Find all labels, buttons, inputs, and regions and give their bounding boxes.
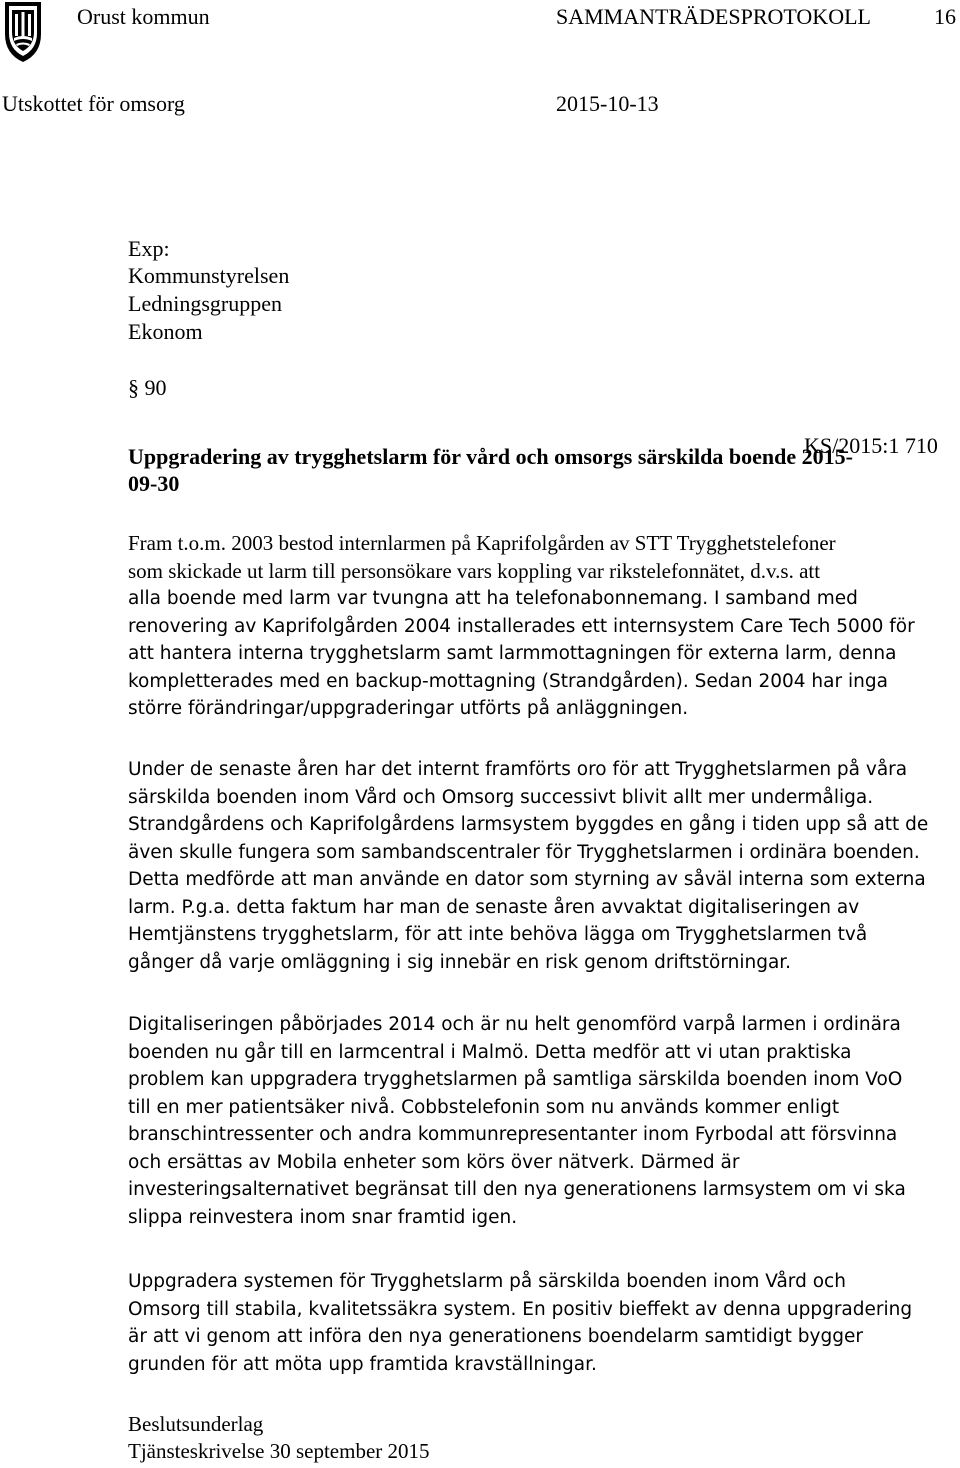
body-paragraph	[128, 530, 960, 723]
recipient-item: Kommunstyrelsen	[128, 263, 290, 288]
text-line: renovering av Kaprifolgården 2004 installerades ett internsystem Care Tech 5000 för	[128, 615, 915, 637]
text-line: som skickade ut larm till personsökare vars koppling var rikstelefonnätet, d.v.s. att	[128, 558, 821, 583]
text-line: även skulle fungera som sambandscentraler för Trygghetslarmen i ordinära boenden.	[128, 841, 920, 863]
municipality-name: Orust kommun	[77, 4, 210, 29]
text-line: larm. P.g.a. detta faktum har man de senaste åren avvaktat digitaliseringen av	[128, 896, 860, 918]
recipient-item: Ekonom	[128, 319, 203, 344]
decision-basis-label: Beslutsunderlag	[128, 1412, 264, 1436]
text-line: slippa reinvestera inom snar framtid igen.	[128, 1206, 518, 1228]
page-number: 16	[934, 4, 956, 29]
body-paragraph	[128, 1011, 960, 1231]
agenda-title-line: Uppgradering av trygghetslarm för vård och omsorgs särskilda boende 2015-	[128, 444, 853, 469]
text-line: Omsorg till stabila, kvalitetssäkra system. En positiv bieffekt av denna uppgradering	[128, 1298, 913, 1320]
text-line: grunden för att möta upp framtida kravställningar.	[128, 1353, 597, 1375]
case-number: KS/2015:1 710	[804, 433, 938, 458]
document-type: SAMMANTRÄDESPROTOKOLL	[556, 4, 871, 29]
text-line: att hantera interna trygghetslarm samt larmmottagningen för externa larm, denna	[128, 643, 897, 664]
text-line: Detta medförde att man använde en dator som styrning av såväl interna som externa	[128, 869, 926, 890]
municipal-coat-of-arms-icon	[2, 0, 44, 64]
text-line: boenden nu går till en larmcentral i Malmö. Detta medför att vi utan praktiska	[128, 1041, 852, 1063]
text-line: särskilda boenden inom Vård och Omsorg successivt blivit allt mer undermåliga.	[128, 786, 874, 808]
text-line: större förändringar/uppgraderingar utförts på anläggningen.	[128, 698, 689, 719]
text-line: alla boende med larm var tvungna att ha telefonabonnemang. I samband med	[128, 588, 858, 609]
text-line: investeringsalternativet begränsat till den nya generationens larmsystem om vi ska	[128, 1179, 906, 1200]
text-line: problem kan uppgradera trygghetslarmen på samtliga särskilda boenden inom VoO	[128, 1069, 903, 1090]
committee-name: Utskottet för omsorg	[2, 91, 185, 116]
decision-basis-document: Tjänsteskrivelse 30 september 2015	[128, 1439, 430, 1463]
text-line: till en mer patientsäker nivå. Cobbstelefonin som nu används kommer enligt	[128, 1096, 840, 1118]
agenda-title	[128, 443, 853, 497]
text-line: Strandgårdens och Kaprifolgårdens larmsystem byggdes en gång i tiden upp så att de	[128, 814, 929, 835]
recipient-item: Ledningsgruppen	[128, 291, 282, 316]
text-line: och ersättas av Mobila enheter som körs över nätverk. Därmed är	[128, 1151, 740, 1173]
expedition-label: Exp:	[128, 236, 170, 261]
agenda-title-line: 09-30	[128, 471, 180, 496]
text-line: Digitaliseringen påbörjades 2014 och är nu helt genomförd varpå larmen i ordinära	[128, 1014, 901, 1035]
text-line: Hemtjänstens trygghetslarm, för att inte behöva lägga om Trygghetslarmen två	[128, 924, 868, 945]
meeting-date: 2015-10-13	[556, 91, 659, 116]
body-paragraph	[128, 1268, 960, 1378]
body-paragraph	[128, 756, 960, 976]
paragraph-number: § 90	[128, 375, 167, 400]
text-line: Under de senaste åren har det internt framförts oro för att Trygghetslarmen på våra	[128, 759, 908, 780]
text-line: är att vi genom att införa den nya generationens boendelarm samtidigt bygger	[128, 1326, 863, 1347]
text-line: kompletterades med en backup-mottagning (Strandgården). Sedan 2004 har inga	[128, 670, 888, 692]
text-line: Fram t.o.m. 2003 bestod internlarmen på Kaprifolgården av STT Trygghetstelefoner	[128, 531, 836, 555]
text-line: branschintressenter och andra kommunrepresentanter inom Fyrbodal att försvinna	[128, 1124, 898, 1145]
text-line: Uppgradera systemen för Trygghetslarm på särskilda boenden inom Vård och	[128, 1271, 846, 1292]
text-line: gånger då varje omläggning i sig innebär en risk genom driftstörningar.	[128, 951, 792, 973]
